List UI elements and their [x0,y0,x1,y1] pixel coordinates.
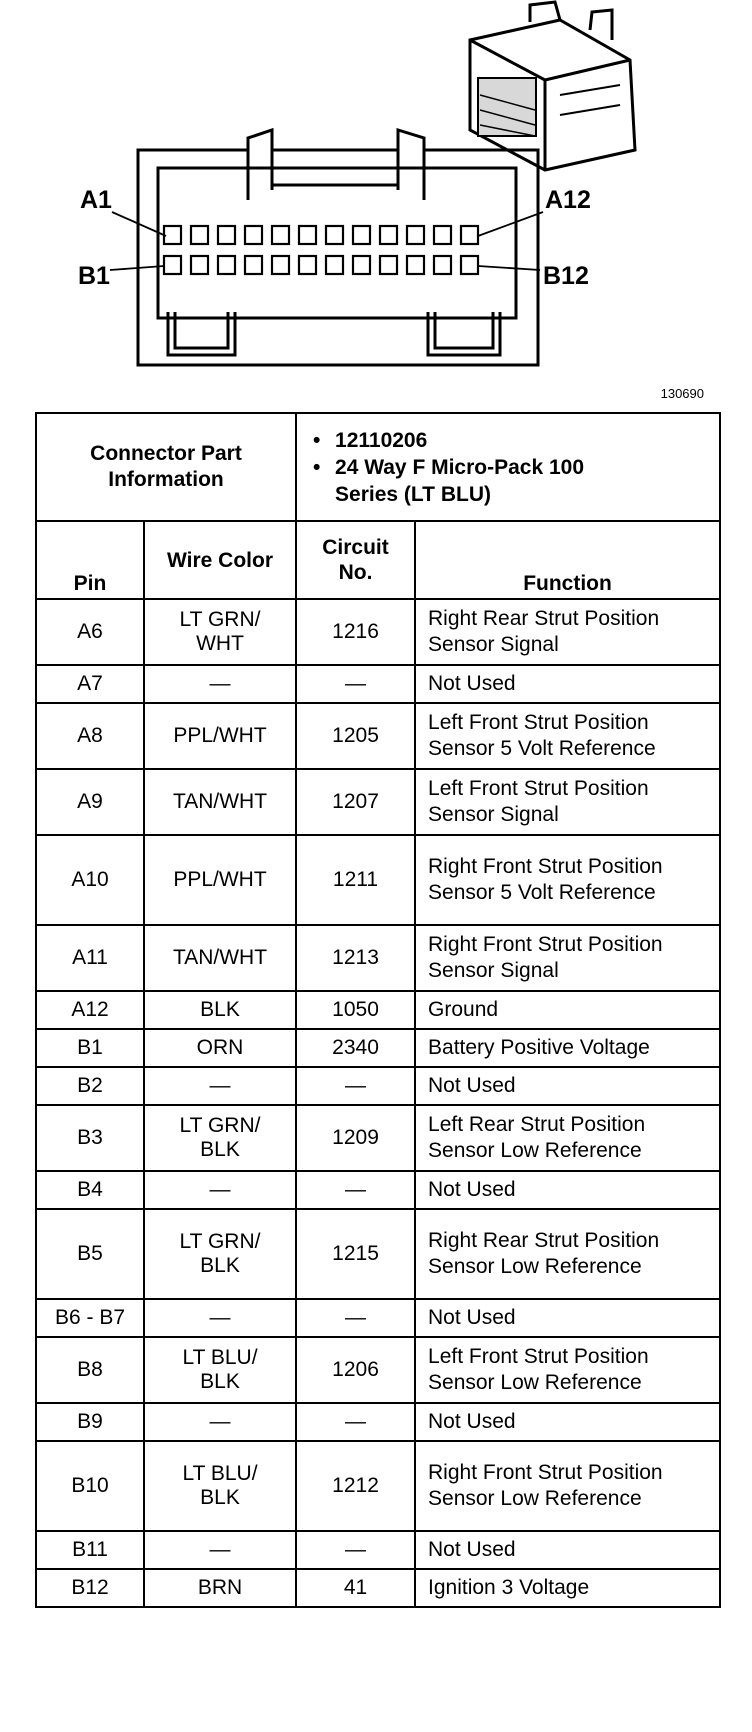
wire-color-cell: LT GRN/ BLK [144,1105,296,1171]
function-cell: Not Used [415,1171,720,1209]
wire-color-cell: — [144,1299,296,1337]
figure-number: 130690 [660,386,704,401]
circuit-cell: 1213 [296,925,415,991]
wire-color-cell: LT BLU/ BLK [144,1441,296,1531]
circuit-cell: — [296,1067,415,1105]
pin-cell: A7 [36,665,144,703]
pinout-table [35,412,721,1608]
pin-cell: B11 [36,1531,144,1569]
pin-cell: B9 [36,1403,144,1441]
table-row [36,835,720,925]
circuit-cell: 1212 [296,1441,415,1531]
function-cell: Right Front Strut Position Sensor 5 Volt Reference [415,835,720,925]
function-cell: Not Used [415,1067,720,1105]
wire-color-cell: BLK [144,991,296,1029]
pin-cell: B4 [36,1171,144,1209]
pin-cell: B1 [36,1029,144,1067]
connector-info-values [296,413,720,521]
wire-color-cell: — [144,1067,296,1105]
function-cell: Not Used [415,1403,720,1441]
pin-cell: A6 [36,599,144,665]
circuit-cell: 1206 [296,1337,415,1403]
function-cell: Ground [415,991,720,1029]
circuit-cell: 2340 [296,1029,415,1067]
circuit-cell: 1216 [296,599,415,665]
table-row [36,599,720,665]
table-row [36,1209,720,1299]
circuit-cell: — [296,1531,415,1569]
label-a12: A12 [545,186,591,214]
circuit-cell: 1211 [296,835,415,925]
label-b1: B1 [78,262,110,290]
connector-face [138,130,538,365]
function-cell: Not Used [415,1531,720,1569]
circuit-cell: 1215 [296,1209,415,1299]
connector-description: • 24 Way F Micro-Pack 100 Series (LT BLU) [335,454,605,508]
table-row [36,703,720,769]
connector-info-row [36,413,720,521]
wire-color-cell: — [144,1171,296,1209]
pin-cell: A11 [36,925,144,991]
function-cell: Right Rear Strut Position Sensor Signal [415,599,720,665]
table-row [36,1105,720,1171]
circuit-cell: — [296,1403,415,1441]
table-row [36,1531,720,1569]
pin-cell: B10 [36,1441,144,1531]
part-number: • 12110206 [335,427,715,454]
pin-cell: A8 [36,703,144,769]
circuit-cell: — [296,1299,415,1337]
col-pin: Pin [36,521,144,599]
table-row [36,1029,720,1067]
wire-color-cell: LT BLU/ BLK [144,1337,296,1403]
wire-color-cell: LT GRN/ BLK [144,1209,296,1299]
table-row [36,1299,720,1337]
col-circuit-no: Circuit No. [296,521,415,599]
function-cell: Not Used [415,1299,720,1337]
circuit-cell: 41 [296,1569,415,1607]
circuit-cell: — [296,1171,415,1209]
table-row [36,1441,720,1531]
function-cell: Left Rear Strut Position Sensor Low Reference [415,1105,720,1171]
table-row [36,665,720,703]
column-header-row [36,521,720,599]
table-row [36,1403,720,1441]
table-row [36,1171,720,1209]
col-function: Function [415,521,720,599]
pin-cell: B6 - B7 [36,1299,144,1337]
pin-cell: A12 [36,991,144,1029]
wire-color-cell: LT GRN/ WHT [144,599,296,665]
function-cell: Right Front Strut Position Sensor Low Reference [415,1441,720,1531]
table-row [36,925,720,991]
function-cell: Left Front Strut Position Sensor 5 Volt Reference [415,703,720,769]
wire-color-cell: — [144,1403,296,1441]
circuit-cell: 1205 [296,703,415,769]
wire-color-cell: PPL/WHT [144,703,296,769]
wire-color-cell: TAN/WHT [144,769,296,835]
function-cell: Not Used [415,665,720,703]
connector-3d-view [470,2,635,170]
pin-cell: B5 [36,1209,144,1299]
function-cell: Ignition 3 Voltage [415,1569,720,1607]
pin-row-b [164,256,478,274]
connector-drawing [0,0,752,410]
circuit-cell: — [296,665,415,703]
pin-cell: A10 [36,835,144,925]
table-row [36,1337,720,1403]
function-cell: Right Rear Strut Position Sensor Low Reference [415,1209,720,1299]
connector-info-header: Connector Part Information [36,413,296,521]
pin-row-a [164,226,478,244]
wire-color-cell: — [144,665,296,703]
wire-color-cell: PPL/WHT [144,835,296,925]
connector-diagram [0,0,752,410]
pinout-rows [36,599,720,1607]
pin-cell: B2 [36,1067,144,1105]
pin-cell: A9 [36,769,144,835]
table-row [36,991,720,1029]
pin-cell: B3 [36,1105,144,1171]
table-row [36,1067,720,1105]
label-a1: A1 [80,186,112,214]
function-cell: Left Front Strut Position Sensor Low Reference [415,1337,720,1403]
wire-color-cell: BRN [144,1569,296,1607]
function-cell: Right Front Strut Position Sensor Signal [415,925,720,991]
wire-color-cell: TAN/WHT [144,925,296,991]
function-cell: Battery Positive Voltage [415,1029,720,1067]
circuit-cell: 1207 [296,769,415,835]
circuit-cell: 1209 [296,1105,415,1171]
circuit-cell: 1050 [296,991,415,1029]
label-b12: B12 [543,262,589,290]
table-row [36,769,720,835]
wire-color-cell: — [144,1531,296,1569]
wire-color-cell: ORN [144,1029,296,1067]
col-wire-color: Wire Color [144,521,296,599]
function-cell: Left Front Strut Position Sensor Signal [415,769,720,835]
table-row [36,1569,720,1607]
pin-cell: B12 [36,1569,144,1607]
pin-cell: B8 [36,1337,144,1403]
